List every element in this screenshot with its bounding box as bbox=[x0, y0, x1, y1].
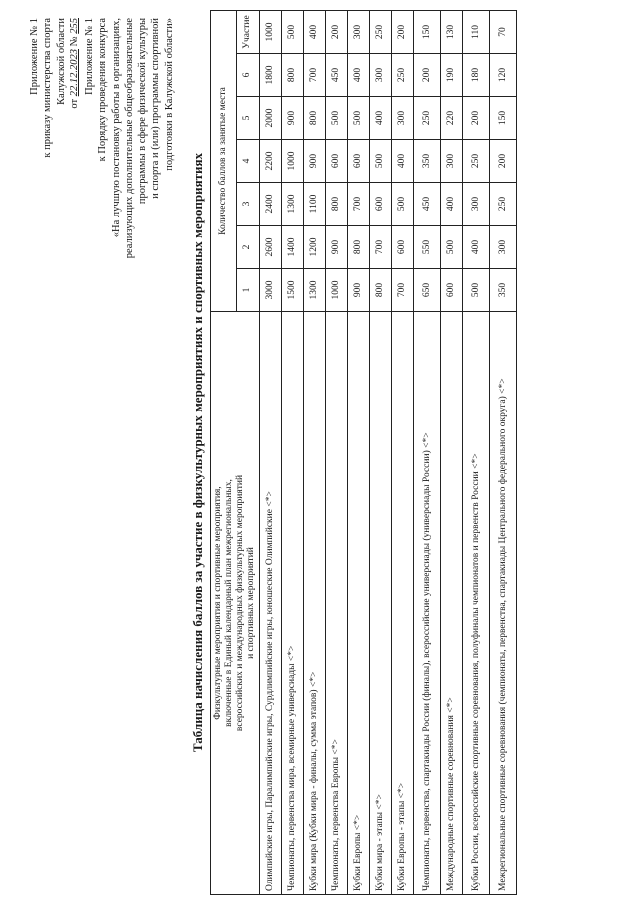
points-cell: 700 bbox=[348, 183, 370, 226]
order-reference bbox=[68, 18, 81, 158]
points-table-container bbox=[210, 10, 517, 895]
points-cell: 500 bbox=[326, 97, 348, 140]
points-cell: 400 bbox=[392, 140, 414, 183]
points-cell: 2200 bbox=[260, 140, 282, 183]
order-number-sign: № bbox=[68, 36, 80, 47]
event-name-cell: Международные спортивные соревнования <*> bbox=[441, 312, 463, 895]
points-cell: 200 bbox=[326, 11, 348, 54]
points-cell: 300 bbox=[348, 11, 370, 54]
table-row bbox=[326, 11, 348, 895]
points-cell: 500 bbox=[370, 140, 392, 183]
header-name-line: включенные в Единый календарный план межрегиональных, bbox=[224, 479, 234, 727]
column-header: 5 bbox=[236, 97, 259, 140]
points-cell: 70 bbox=[490, 11, 517, 54]
header-name-line: Физкультурные мероприятия и спортивные мероприятия, bbox=[213, 486, 223, 720]
event-name-cell: Кубки Европы <*> bbox=[348, 312, 370, 895]
event-name-cell: Межрегиональные спортивные соревнования (чемпионаты, первенства, спартакиады Центрального федерального округа) <*> bbox=[490, 312, 517, 895]
points-cell: 1300 bbox=[282, 183, 304, 226]
points-cell: 400 bbox=[463, 226, 490, 269]
points-cell: 250 bbox=[463, 140, 490, 183]
points-cell: 1200 bbox=[304, 226, 326, 269]
points-cell: 650 bbox=[414, 269, 441, 312]
points-cell: 400 bbox=[304, 11, 326, 54]
table-row bbox=[370, 11, 392, 895]
points-cell: 250 bbox=[414, 97, 441, 140]
points-cell: 3000 bbox=[260, 269, 282, 312]
points-cell: 110 bbox=[463, 11, 490, 54]
points-cell: 500 bbox=[282, 11, 304, 54]
points-cell: 1000 bbox=[326, 269, 348, 312]
appendix-1-line-1: к приказу министерства спорта bbox=[42, 18, 54, 158]
points-cell: 1800 bbox=[260, 54, 282, 97]
points-cell: 500 bbox=[348, 97, 370, 140]
points-cell: 800 bbox=[282, 54, 304, 97]
header-name-line: всероссийских и международных физкультурных мероприятий bbox=[235, 474, 245, 732]
appendix-1-title: Приложение № 1 bbox=[29, 18, 40, 95]
points-cell: 800 bbox=[348, 226, 370, 269]
points-cell: 900 bbox=[326, 226, 348, 269]
points-cell: 300 bbox=[490, 226, 517, 269]
points-cell: 600 bbox=[441, 269, 463, 312]
points-cell: 200 bbox=[463, 97, 490, 140]
points-cell: 2400 bbox=[260, 183, 282, 226]
points-cell: 130 bbox=[441, 11, 463, 54]
table-row bbox=[463, 11, 490, 895]
points-cell: 450 bbox=[414, 183, 441, 226]
points-cell: 350 bbox=[490, 269, 517, 312]
appendix-1-block bbox=[28, 18, 81, 158]
points-cell: 250 bbox=[370, 11, 392, 54]
points-cell: 450 bbox=[326, 54, 348, 97]
points-cell: 150 bbox=[414, 11, 441, 54]
points-cell: 300 bbox=[370, 54, 392, 97]
table-row bbox=[441, 11, 463, 895]
appendix-2-line: реализующих дополнительные общеобразовательные bbox=[123, 18, 135, 259]
table-body bbox=[260, 11, 517, 895]
order-date: 22.12.2023 bbox=[68, 49, 80, 97]
points-cell: 900 bbox=[304, 140, 326, 183]
points-cell: 500 bbox=[441, 226, 463, 269]
points-cell: 400 bbox=[348, 54, 370, 97]
points-cell: 900 bbox=[348, 269, 370, 312]
points-cell: 600 bbox=[392, 226, 414, 269]
event-name-cell: Кубки Европы - этапы <*> bbox=[392, 312, 414, 895]
points-cell: 150 bbox=[490, 97, 517, 140]
points-cell: 1400 bbox=[282, 226, 304, 269]
points-cell: 400 bbox=[441, 183, 463, 226]
points-cell: 250 bbox=[490, 183, 517, 226]
points-cell: 300 bbox=[463, 183, 490, 226]
points-cell: 2600 bbox=[260, 226, 282, 269]
appendix-2-line: программы в сфере физической культуры bbox=[137, 18, 149, 205]
points-cell: 350 bbox=[414, 140, 441, 183]
appendix-2-line: «На лучшую постановку работы в организациях, bbox=[110, 18, 122, 238]
header-event-type bbox=[211, 312, 260, 895]
points-cell: 550 bbox=[414, 226, 441, 269]
appendix-2-block bbox=[83, 18, 176, 258]
appendix-2-line: подготовки в Калужской области» bbox=[163, 18, 175, 171]
table-row bbox=[490, 11, 517, 895]
document-title: Таблица начисления баллов за участие в физкультурных мероприятиях и спортивных мероприятиях bbox=[190, 152, 205, 753]
points-cell: 1000 bbox=[260, 11, 282, 54]
table-row bbox=[282, 11, 304, 895]
points-cell: 250 bbox=[392, 54, 414, 97]
column-header: 4 bbox=[236, 140, 259, 183]
points-cell: 2000 bbox=[260, 97, 282, 140]
column-header: 3 bbox=[236, 183, 259, 226]
event-name-cell: Кубки мира - этапы <*> bbox=[370, 312, 392, 895]
event-name-cell: Чемпионаты, первенства Европы <*> bbox=[326, 312, 348, 895]
points-cell: 1300 bbox=[304, 269, 326, 312]
appendix-1-line-2: Калужской области bbox=[55, 18, 67, 105]
points-cell: 200 bbox=[414, 54, 441, 97]
event-name-cell: Чемпионаты, первенства, спартакиады России (финалы), всероссийские универсиады (универсиады России) <*> bbox=[414, 312, 441, 895]
table-row bbox=[260, 11, 282, 895]
points-cell: 1000 bbox=[282, 140, 304, 183]
table-row bbox=[392, 11, 414, 895]
points-cell: 700 bbox=[304, 54, 326, 97]
appendix-2-line: к Порядку проведения конкурса bbox=[97, 18, 109, 162]
points-cell: 1100 bbox=[304, 183, 326, 226]
points-cell: 900 bbox=[282, 97, 304, 140]
event-name-cell: Олимпийские игры, Паралимпийские игры, Сурдлимпийские игры, юношеские Олимпийские <*> bbox=[260, 312, 282, 895]
points-cell: 700 bbox=[392, 269, 414, 312]
points-cell: 180 bbox=[463, 54, 490, 97]
points-cell: 500 bbox=[463, 269, 490, 312]
points-cell: 500 bbox=[392, 183, 414, 226]
column-header: 1 bbox=[236, 269, 259, 312]
points-cell: 200 bbox=[490, 140, 517, 183]
table-row bbox=[304, 11, 326, 895]
appendix-2-line: и спорта и (или) программы спортивной bbox=[150, 18, 162, 199]
points-cell: 200 bbox=[392, 11, 414, 54]
points-cell: 300 bbox=[392, 97, 414, 140]
points-cell: 400 bbox=[370, 97, 392, 140]
header-points: Количество баллов за занятые места bbox=[211, 11, 237, 312]
column-header: 2 bbox=[236, 226, 259, 269]
points-cell: 600 bbox=[348, 140, 370, 183]
table-row bbox=[414, 11, 441, 895]
points-cell: 800 bbox=[304, 97, 326, 140]
points-cell: 120 bbox=[490, 54, 517, 97]
points-cell: 800 bbox=[326, 183, 348, 226]
header-name-line: и спортивных мероприятий bbox=[246, 547, 256, 659]
event-name-cell: Чемпионаты, первенства мира, всемирные универсиады <*> bbox=[282, 312, 304, 895]
points-cell: 190 bbox=[441, 54, 463, 97]
event-name-cell: Кубки мира (Кубки мира - финалы, сумма этапов) <*> bbox=[304, 312, 326, 895]
points-cell: 300 bbox=[441, 140, 463, 183]
points-cell: 700 bbox=[370, 226, 392, 269]
points-cell: 1500 bbox=[282, 269, 304, 312]
order-number: 255 bbox=[68, 18, 80, 34]
column-header: 6 bbox=[236, 54, 259, 97]
points-cell: 600 bbox=[326, 140, 348, 183]
event-name-cell: Кубки России, всероссийские спортивные соревнования, полуфиналы чемпионатов и первенств России <*> bbox=[463, 312, 490, 895]
points-cell: 800 bbox=[370, 269, 392, 312]
points-cell: 220 bbox=[441, 97, 463, 140]
appendix-2-title: Приложение № 1 bbox=[84, 18, 95, 95]
column-header: Участие bbox=[236, 11, 259, 54]
table-row bbox=[348, 11, 370, 895]
order-prefix: от bbox=[68, 98, 80, 109]
points-table bbox=[210, 10, 517, 895]
points-cell: 600 bbox=[370, 183, 392, 226]
